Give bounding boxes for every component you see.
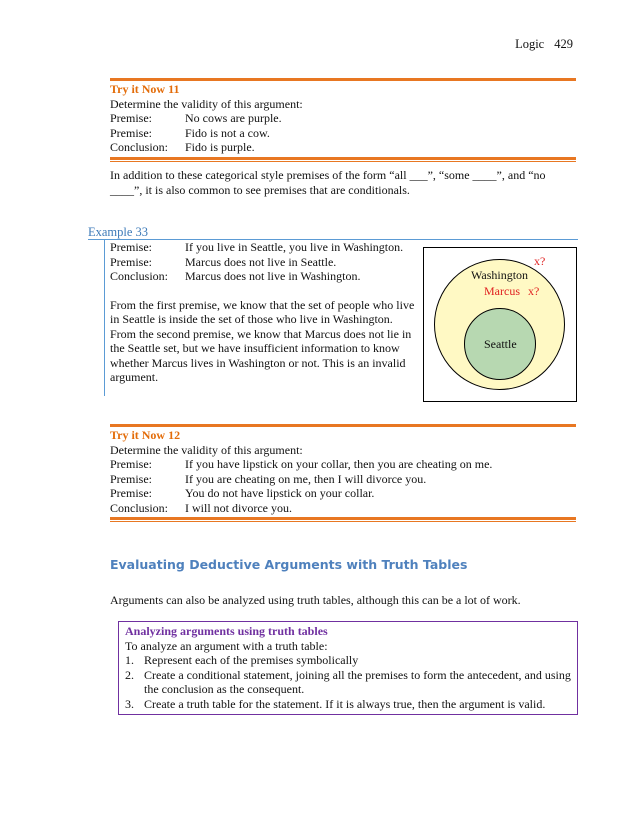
venn-diagram xyxy=(423,247,577,402)
row-label: Conclusion: xyxy=(110,269,169,283)
row-label: Conclusion: xyxy=(110,500,169,515)
top-rule xyxy=(110,78,576,81)
row-label: Premise: xyxy=(110,254,152,269)
step-text: Create a conditional statement, joining all the premises to form the antecedent, and using the conclusion as the consequent. xyxy=(144,667,571,696)
box-title: Try it Now 12 xyxy=(110,428,181,442)
step-number: 1. xyxy=(125,653,134,667)
argument-row xyxy=(110,255,415,270)
definition-box xyxy=(118,621,578,715)
box-intro: Determine the validity of this argument: xyxy=(110,442,303,457)
box-title: Try it Now 11 xyxy=(110,82,180,96)
page-number: 429 xyxy=(554,37,573,51)
example-explanation: From the first premise, we know that the set of people who live in Seattle is inside the set of those who live in Washington. From the second premise, we know that Marcus does not lie in the Seattle set, but we have insufficient information to know whether Marcus lives in Washington or not. This is an invalid argument. xyxy=(110,297,415,384)
step-number: 3. xyxy=(125,696,134,711)
row-label: Premise: xyxy=(110,125,152,140)
argument-row xyxy=(110,501,576,516)
page-header xyxy=(515,37,573,52)
chapter-title: Logic xyxy=(515,37,545,51)
marcus-label: Marcus xyxy=(484,284,520,298)
row-label: Premise: xyxy=(110,240,152,254)
paragraph-conditionals: In addition to these categorical style premises of the form “all ___”, “some ____”, and “no ____”, it is also common to see premises that are conditionals. xyxy=(110,168,546,197)
definition-title: Analyzing arguments using truth tables xyxy=(125,624,328,638)
row-label: Premise: xyxy=(110,457,152,471)
definition-intro: To analyze an argument with a truth table: xyxy=(125,638,328,653)
row-text: If you live in Seattle, you live in Washington. xyxy=(185,240,404,254)
paragraph-truth-tables: Arguments can also be analyzed using truth tables, although this can be a lot of work. xyxy=(110,593,521,607)
bottom-rule xyxy=(110,157,576,162)
row-label: Premise: xyxy=(110,471,152,486)
x-inside-label: x? xyxy=(528,284,540,298)
seattle-label: Seattle xyxy=(484,337,517,351)
row-text: Marcus does not live in Washington. xyxy=(185,269,361,283)
step-text: Create a truth table for the statement. If it is always true, then the argument is valid. xyxy=(144,696,546,711)
list-item xyxy=(125,653,571,668)
argument-row xyxy=(110,472,576,487)
try-it-now-12-box xyxy=(110,424,576,522)
washington-label: Washington xyxy=(471,268,529,282)
argument-row xyxy=(110,140,576,155)
row-text: Fido is not a cow. xyxy=(185,125,270,140)
step-number: 2. xyxy=(125,667,134,682)
try-it-now-11-box xyxy=(110,78,576,162)
row-text: I will not divorce you. xyxy=(185,500,292,515)
steps-list xyxy=(125,653,571,711)
list-item xyxy=(125,697,571,712)
argument-row xyxy=(110,126,576,141)
argument-row xyxy=(110,111,576,126)
x-outside-label: x? xyxy=(534,254,546,268)
list-item xyxy=(125,668,571,697)
row-text: You do not have lipstick on your collar. xyxy=(185,486,375,500)
bottom-rule xyxy=(110,517,576,522)
row-text: Fido is purple. xyxy=(185,140,255,154)
row-text: If you have lipstick on your collar, then you are cheating on me. xyxy=(185,457,493,471)
argument-row xyxy=(110,457,576,472)
example-side-rule xyxy=(104,240,105,396)
row-text: If you are cheating on me, then I will divorce you. xyxy=(185,471,427,486)
example-body xyxy=(110,240,415,385)
argument-row xyxy=(110,486,576,501)
argument-row xyxy=(110,269,415,284)
row-text: No cows are purple. xyxy=(185,111,282,125)
box-intro: Determine the validity of this argument: xyxy=(110,96,303,111)
step-text: Represent each of the premises symbolically xyxy=(144,653,359,667)
top-rule xyxy=(110,424,576,427)
section-title: Evaluating Deductive Arguments with Truth Tables xyxy=(110,557,468,572)
row-label: Premise: xyxy=(110,111,152,125)
example-title: Example 33 xyxy=(88,225,149,239)
row-label: Premise: xyxy=(110,486,152,500)
argument-row xyxy=(110,240,415,255)
row-label: Conclusion: xyxy=(110,140,169,154)
row-text: Marcus does not live in Seattle. xyxy=(185,254,337,269)
